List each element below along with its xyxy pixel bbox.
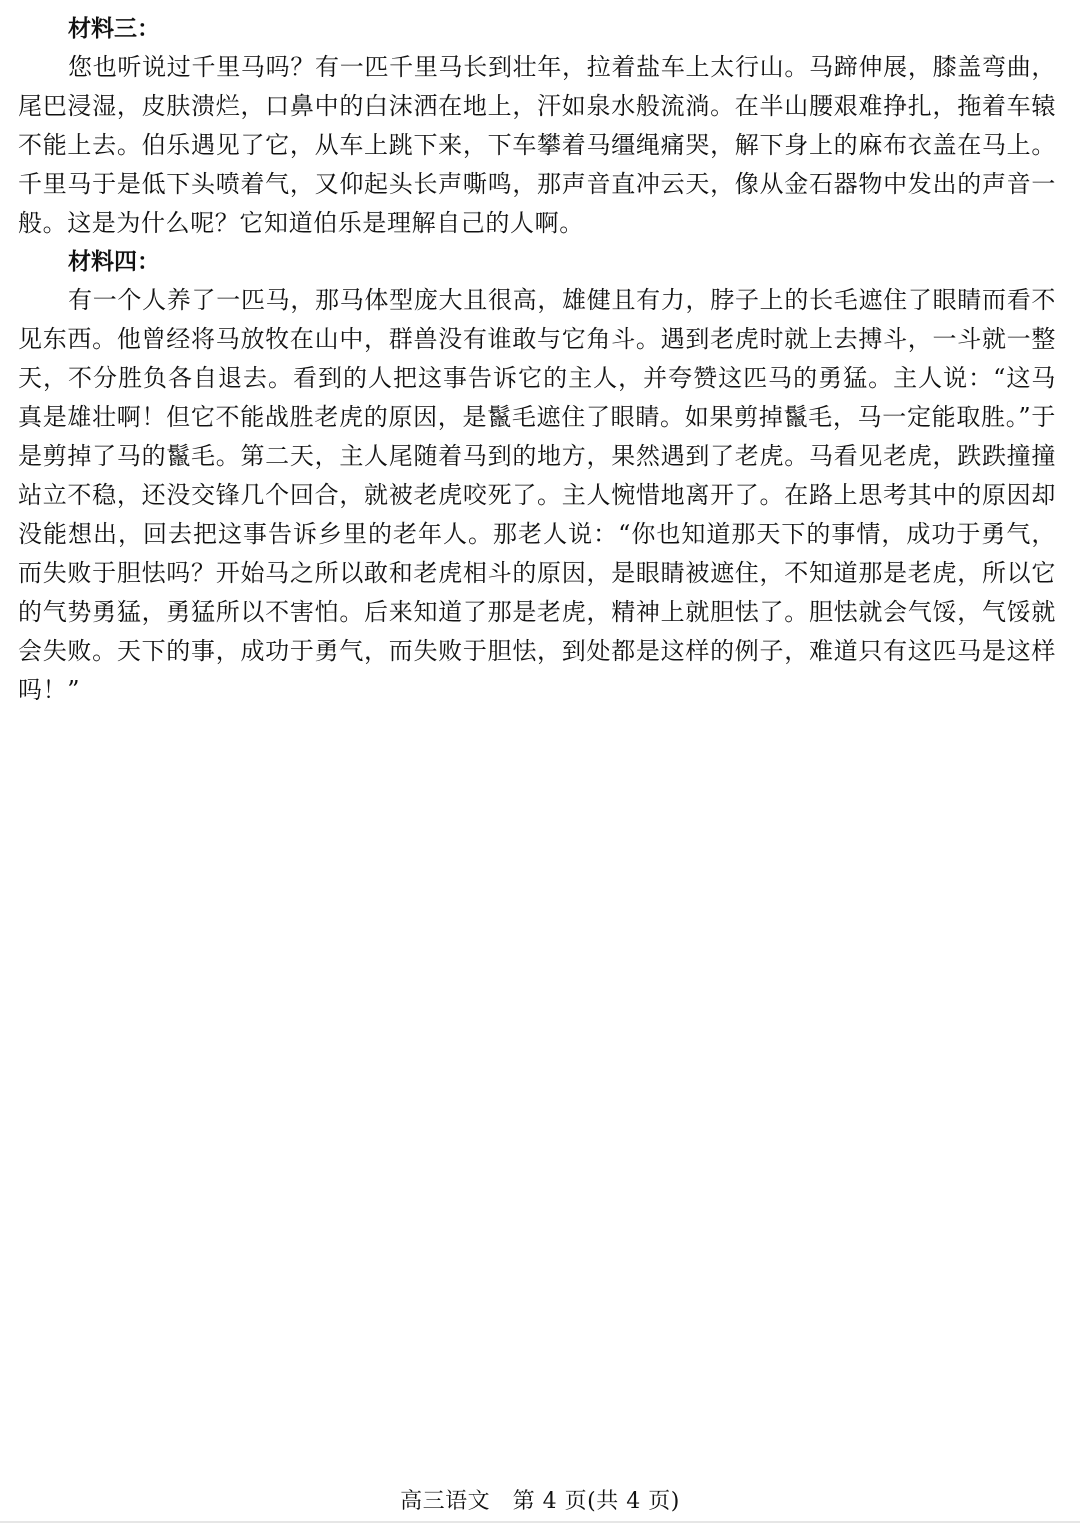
material-3-heading: 材料三： xyxy=(68,16,160,42)
bottom-divider xyxy=(0,1521,1080,1523)
material-4-paragraph: 有一个人养了一匹马，那马体型庞大且很高，雄健且有力，脖子上的长毛遮住了眼睛而看不见东西。他曾经将马放牧在山中，群兽没有谁敢与它角斗。遇到老虎时就上去搏斗，一斗就一整天，不分胜负各自退去。看到的人把这事告诉它的主人，并夸赞这匹马的勇猛。主人说：“这马真是雄壮啊！但它不能战胜老虎的原因，是鬣毛遮住了眼睛。如果剪掉鬣毛，马一定能取胜。”于是剪掉了马的鬣毛。第二天，主人尾随着马到的地方，果然遇到了老虎。马看见老虎，跌跌撞撞站立不稳，还没交锋几个回合，就被老虎咬死了。主人惋惜地离开了。在路上思考其中的原因却没能想出，回去把这事告诉乡里的老年人。那老人说：“你也知道那天下的事情，成功于勇气，而失败于胆怯吗？开始马之所以敢和老虎相斗的原因，是眼睛被遮住，不知道那是老虎，所以它的气势勇猛，勇猛所以不害怕。后来知道了那是老虎，精神上就胆怯了。胆怯就会气馁，气馁就会失败。天下的事，成功于勇气，而失败于胆怯，到处都是这样的例子，难道只有这匹马是这样吗！” xyxy=(18,286,1056,704)
page-content xyxy=(18,10,1056,710)
material-3-paragraph: 您也听说过千里马吗？有一匹千里马长到壮年，拉着盐车上太行山。马蹄伸展，膝盖弯曲，尾巴浸湿，皮肤溃烂，口鼻中的白沫洒在地上，汗如泉水般流淌。在半山腰艰难挣扎，拖着车辕不能上去。伯乐遇见了它，从车上跳下来，下车攀着马缰绳痛哭，解下身上的麻布衣盖在马上。千里马于是低下头喷着气，又仰起头长声嘶鸣，那声音直冲云天，像从金石器物中发出的声音一般。这是为什么呢？它知道伯乐是理解自己的人啊。 xyxy=(18,53,1056,237)
page-footer: 高三语文 第 4 页(共 4 页) xyxy=(400,1489,680,1514)
material-4-heading: 材料四： xyxy=(68,249,160,275)
